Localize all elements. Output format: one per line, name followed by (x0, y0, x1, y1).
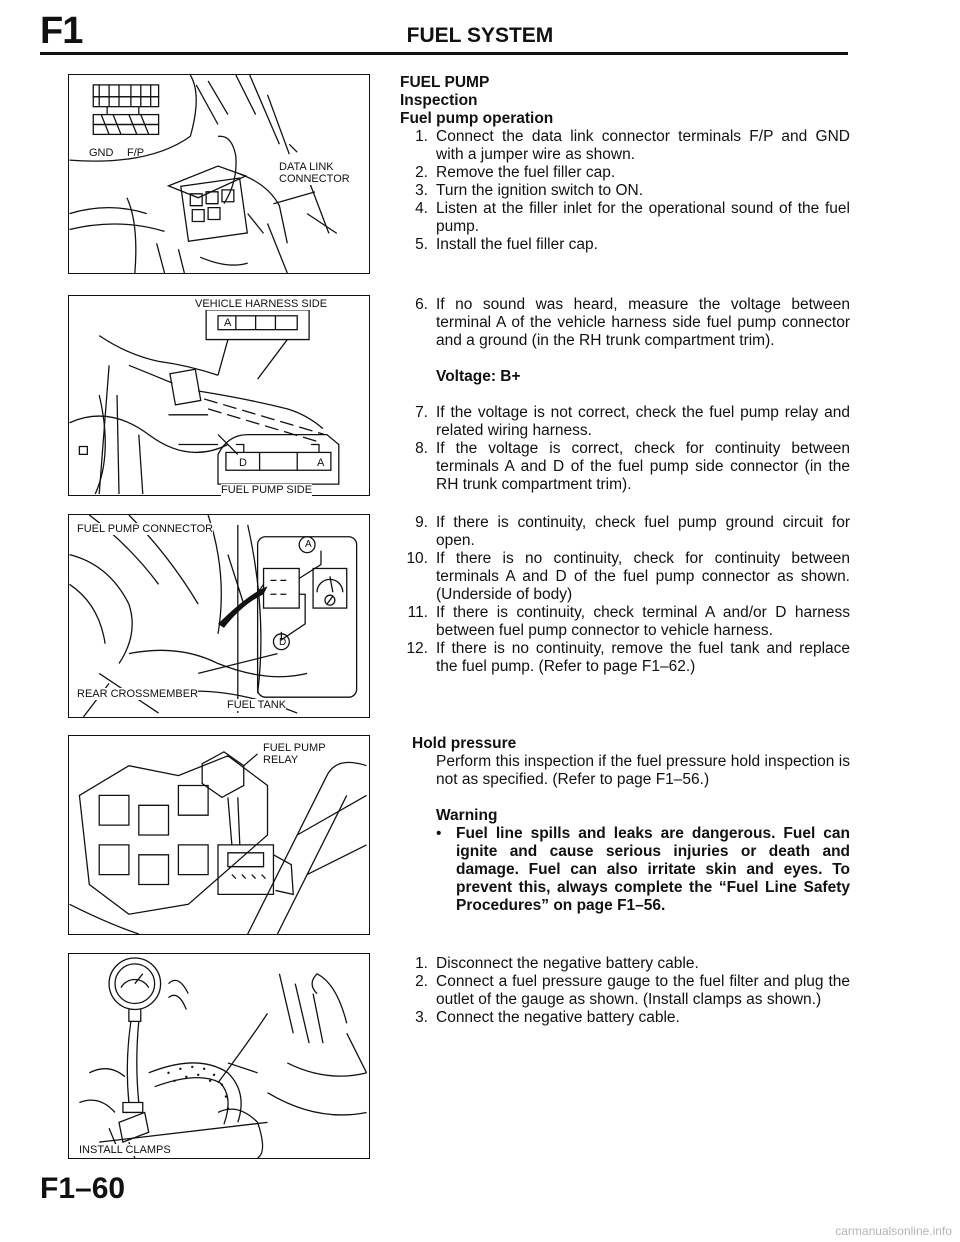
procedure-heading: Fuel pump operation (400, 110, 554, 127)
watermark-text: carmanualsonline.info (835, 1224, 952, 1238)
fp-label: F/P (127, 147, 145, 159)
list-item: 12. If there is no continuity, remove the fuel tank and replace the fuel pump. (Refer to page F1–62.) (406, 640, 850, 675)
figure-fuel-pump-connector (68, 514, 370, 718)
list-item: 3. Turn the ignition switch to ON. (415, 182, 644, 199)
voltage-spec: Voltage: B+ (436, 368, 521, 385)
warning-heading: Warning (436, 807, 498, 824)
list-item: 2. Connect a fuel pressure gauge to the fuel filter and plug the outlet of the gauge as shown. (Install clamps as shown.) (415, 973, 850, 1008)
header-rule (40, 52, 848, 55)
terminal-a-top-label: A (224, 317, 232, 329)
subsection-heading: Inspection (400, 92, 478, 109)
gauge-install-block (400, 955, 850, 1027)
hold-pressure-heading: Hold pressure (412, 735, 517, 752)
list-item: 4. Listen at the filler inlet for the operational sound of the fuel pump. (415, 200, 850, 235)
install-clamps-label: INSTALL CLAMPS (79, 1144, 171, 1156)
terminal-a-bottom-label: A (317, 457, 325, 469)
list-item: 9. If there is continuity, check fuel pump ground circuit for open. (415, 514, 850, 549)
figure-fuel-pressure-gauge (68, 953, 370, 1159)
voltage-check-block (400, 296, 850, 494)
list-item: 1. Connect the data link connector terminals F/P and GND with a jumper wire as shown. (415, 128, 850, 163)
figure-data-link-connector (68, 74, 370, 274)
fuel-pump-connector-label: FUEL PUMP CONNECTOR (77, 523, 214, 535)
warning-item: • Fuel line spills and leaks are dangerous. Fuel can ignite and cause serious injuries or death and damage. Fuel can also irritate skin and eyes. To prevent this, always complete the “Fuel Line Safety Procedures” on page F1–56. (436, 825, 850, 914)
list-item: 7. If the voltage is not correct, check the fuel pump relay and related wiring harness. (415, 404, 850, 439)
page-title: FUEL SYSTEM (406, 24, 554, 47)
figure-harness-connectors (68, 295, 370, 496)
hold-pressure-intro: Perform this inspection if the fuel pressure hold inspection is not as specified. (Refer to page F1–56.) (436, 753, 850, 788)
rear-crossmember-label: REAR CROSSMEMBER (77, 688, 199, 700)
marker-d-label: D (279, 637, 287, 648)
list-item: 10. If there is no continuity, check for continuity between terminals A and D of the fuel pump connector as shown. (Underside of body) (406, 550, 850, 603)
list-item: 6. If no sound was heard, measure the voltage between terminal A of the vehicle harness side fuel pump connector and a ground (in the RH trunk compartment trim). (415, 296, 850, 349)
vehicle-harness-side-label: VEHICLE HARNESS SIDE (195, 298, 328, 310)
gnd-label: GND (89, 147, 114, 159)
hold-pressure-block (400, 735, 850, 915)
data-link-label: DATA LINK (279, 161, 334, 173)
section-heading: FUEL PUMP (400, 74, 490, 91)
page-number: F1–60 (40, 1172, 126, 1205)
fuel-tank-label: FUEL TANK (227, 699, 287, 711)
list-item: 8. If the voltage is correct, check for continuity between terminals A and D of the fuel pump side connector (in the RH trunk compartment trim). (415, 440, 850, 493)
fuel-pump-relay-label: FUEL PUMP (263, 742, 326, 754)
fuel-pump-operation-block (400, 74, 850, 254)
section-code: F1 (40, 10, 83, 52)
list-item: 1. Disconnect the negative battery cable. (415, 955, 699, 972)
figure-5-drawing (69, 954, 369, 1158)
figure-fuel-pump-relay (68, 735, 370, 935)
continuity-check-block (400, 514, 850, 676)
relay-label: RELAY (263, 754, 299, 766)
list-item: 2. Remove the fuel filler cap. (415, 164, 616, 181)
list-item: 5. Install the fuel filler cap. (415, 236, 598, 253)
connector-label: CONNECTOR (279, 173, 350, 185)
figure-4-drawing (69, 736, 369, 934)
list-item: 3. Connect the negative battery cable. (415, 1009, 680, 1026)
marker-a-label: A (305, 539, 312, 550)
fuel-pump-side-label: FUEL PUMP SIDE (221, 484, 313, 496)
figure-3-drawing (69, 515, 369, 717)
terminal-d-label: D (239, 457, 247, 469)
list-item: 11. If there is continuity, check terminal A and/or D harness between fuel pump connector to vehicle harness. (407, 604, 850, 639)
